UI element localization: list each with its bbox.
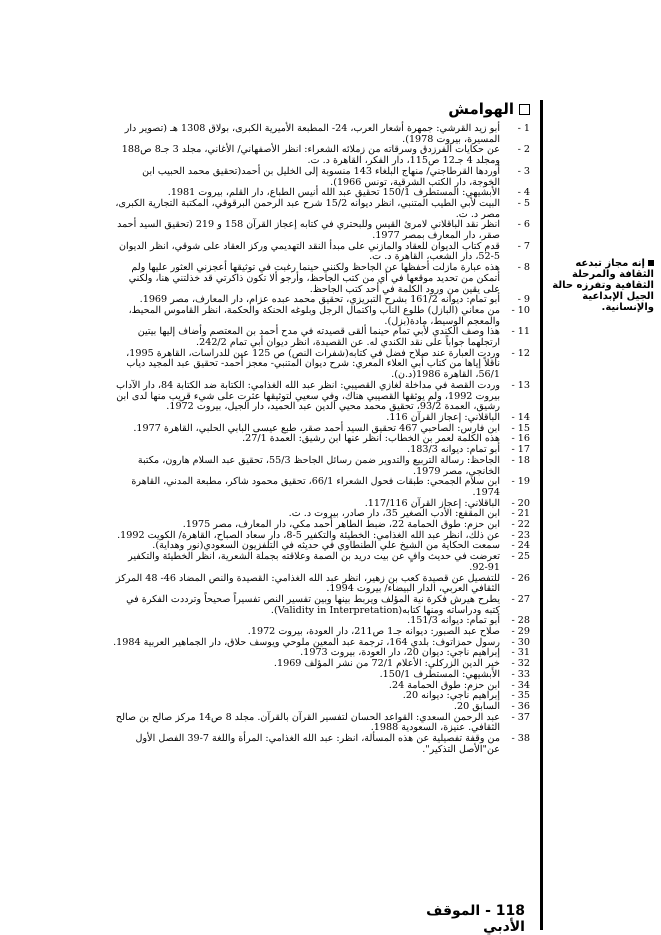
footnote-number: 11 - bbox=[511, 326, 530, 338]
footnote-text: أبو زيد القرشي: جمهرة أشعار العرب، 24- المطبعة الأميرية الكبرى، بولاق 1308 هـ (تصوير دار المسيرة، بيروت 1978). bbox=[124, 123, 500, 145]
footnote-text: رسول حمزاتوف: بلدي 164، ترجمة عبد المعين ملوحي ويوسف حلاق، دار الجماهير العربية 1984. bbox=[113, 636, 500, 648]
footnote-text: ابن حزم: طوق الحمامة 22، ضبط الطاهر أحمد مكي، دار المعارف، مصر 1975. bbox=[182, 519, 500, 531]
footnote-item bbox=[110, 734, 530, 755]
footnote-number: 1 - bbox=[517, 123, 530, 134]
footnote-text: انظر نقد الباقلاني لامرئ القيس وللبحتري في كتابه إعجاز القرآن 158 و 219 (تحقيق السيد أحمد صقر، دار المعارف بمصر 1977. bbox=[117, 219, 500, 242]
footnote-number: 36 - bbox=[511, 700, 530, 712]
footnote-number: 4 - bbox=[517, 187, 530, 199]
footnote-number: 23 - bbox=[511, 529, 530, 541]
footnote-item bbox=[110, 220, 530, 241]
footnote-number: 5 - bbox=[517, 197, 530, 209]
footnote-number: 30 - bbox=[511, 636, 530, 648]
footnote-number: 13 - bbox=[511, 379, 530, 391]
footnote-number: 38 - bbox=[511, 733, 530, 745]
footnote-number: 25 - bbox=[511, 551, 530, 563]
footnote-item bbox=[110, 713, 530, 734]
section-heading bbox=[340, 100, 530, 118]
footnote-number: 33 - bbox=[511, 668, 530, 680]
footnote-text: عن ذلك، انظر عبد الله الغذامي: الخطيئة والتكفير 5-8، دار سعاد الصباح، القاهرة/ الكويت 1992. bbox=[117, 529, 500, 541]
footnote-number: 15 - bbox=[511, 422, 530, 434]
footnote-text: الأبشيهي: المستطرف 150/1 تحقيق عبد الله أنيس الطباع، دار القلم، بيروت 1981. bbox=[167, 187, 500, 199]
side-pull-quote bbox=[544, 258, 654, 313]
footnote-number: 37 - bbox=[511, 711, 530, 723]
footnote-number: 2 - bbox=[517, 144, 530, 156]
footnote-text: وردت القصة في مداخلة لغازي القصيبي: انظر عبد الله الغذامي: الكتابة ضد الكتابة 84، دار الآداب بيروت 1992، ولم يوثقها القصيبي هناك، وفي سعيي لتوثيقها عثرت على شيء قريب منها لدى ابن رشيق، العمدة 93/2، تحقيق محمد محيي الدين عبد الحميد، دار الجيل، بيروت 1972. bbox=[116, 379, 500, 413]
footnote-number: 17 - bbox=[511, 444, 530, 456]
footnote-number: 28 - bbox=[511, 615, 530, 627]
footnote-item bbox=[110, 552, 530, 573]
footnote-text: الجاحظ: رسالة التربيع والتدوير ضمن رسائل الجاحظ 55/3، تحقيق عبد السلام هارون، مكتبة الخانجي، مصر 1979. bbox=[137, 454, 500, 477]
footnote-text: خير الدين الزركلي: الأعلام 72/1 من نشر المؤلف 1969. bbox=[273, 658, 500, 670]
footnote-text: وردت العبارة عند صلاح فضل في كتابه(شفرات النص) ص 125 عين للدراسات، القاهرة 1995، ناقلاً إياها من كتاب أبي العلاء المعري: شرح ديوان المتنبي- معجز أحمد- تحقيق عبد المجيد دياب 56/1، القاهرة 1986(د.ن). bbox=[126, 347, 500, 381]
footnote-number: 21 - bbox=[511, 508, 530, 520]
footnote-number: 3 - bbox=[517, 165, 530, 177]
footnote-item bbox=[110, 456, 530, 477]
footnote-item bbox=[110, 327, 530, 348]
footnote-text: السابق 20. bbox=[453, 700, 500, 712]
page-footer: 118 - الموقف الأدبي bbox=[426, 903, 525, 935]
footnote-item bbox=[110, 670, 530, 681]
footnote-number: 34 - bbox=[511, 679, 530, 691]
footnote-text: البيت لأبي الطيب المتنبي، انظر ديوانه 15/2 شرح عبد الرحمن البرقوقي، المكتبة التجارية الكبرى، مصر د. ت. bbox=[115, 197, 500, 220]
footnote-text: ابن حزم: طوق الحمامة 24. bbox=[388, 679, 500, 691]
footnote-item bbox=[110, 145, 530, 166]
footnote-item bbox=[110, 477, 530, 498]
heading-text: الهوامش bbox=[448, 100, 514, 118]
footnote-item bbox=[110, 199, 530, 220]
footnote-text: إبراهيم ناجي: ديوانه 20. bbox=[402, 690, 500, 702]
footnote-text: من معاني (البازل) طلوع الناب واكتمال الرجل وبلوغه الحنكة والحكمة، انظر القاموس المحيط، والمعجم الوسيط، مادة(بزل). bbox=[128, 304, 500, 327]
footnote-number: 24 - bbox=[511, 540, 530, 552]
footnote-text: للتفصيل عن قصيدة كعب بن زهير، انظر عبد الله الغذامي: القصيدة والنص المضاد 46- 48 المركز الثقافي العربي، الدار البيضاء/ بيروت 1994. bbox=[115, 572, 500, 595]
footnote-number: 26 - bbox=[511, 572, 530, 584]
footnote-number: 14 - bbox=[511, 411, 530, 423]
footnote-text: عن حكايات الفرزدق وسرقاته من زملائه الشعراء: انظر الأصفهاني/ الأغاني، مجلد 3 جـ8 ص188 ومجلد 4 جـ12 ص115، دار الفكر، القاهرة د. ت. bbox=[121, 144, 500, 167]
footnote-item bbox=[110, 167, 530, 188]
footnote-text: هذه عبارة مازلت أحفظها عن الجاحظ ولكنني حينما رغبت في توثيقها أعجزني العثور عليها ولم أتمكن من تحديد موقعها في أي من كتب الجاحظ، وأرجو ألا تكون ذاكرتي قد خذلتني هنا، ولكني على يقين من ورود الكلمة في أحد كتب الجاحظ. bbox=[128, 262, 500, 295]
footnote-text: إبراهيم ناجي: ديوان 20، دار العودة، بيروت 1973. bbox=[300, 647, 500, 659]
footnote-number: 6 - bbox=[517, 219, 530, 231]
footnote-number: 12 - bbox=[511, 347, 530, 359]
footnote-text: صلاح عبد الصبور: ديوانه جـ1 ص211، دار العودة، بيروت 1972. bbox=[247, 626, 500, 638]
footnote-text: أبو تمام: ديوانه 161/2 بشرح التبريزي، تحقيق محمد عبده عزام، دار المعارف، مصر 1969. bbox=[139, 294, 500, 306]
footnote-item bbox=[110, 595, 530, 616]
footnote-text: سمعت الحكاية من الشيخ علي الطنطاوي في حديثه في التلفزيون السعودي(نور وهداية). bbox=[152, 540, 500, 552]
footnote-number: 7 - bbox=[517, 240, 530, 252]
footnote-text: أوردها القرطاجني/ منهاج البلغاء 143 منسوبة إلى الخليل بن أحمد(تحقيق محمد الحبيب ابن الخوجة، دار الكتب الشرقية، تونس 1966). bbox=[142, 165, 500, 188]
footnote-number: 8 - bbox=[517, 262, 530, 274]
footnote-item bbox=[110, 306, 530, 327]
footnote-number: 29 - bbox=[511, 626, 530, 638]
footnote-text: هذا وصف الكندي لأبي تمام حينما ألقى قصيدته في مدح أحمد بن المعتصم وأضاف إليها بيتين ارتجلهما جواباً على نقد الكندي له. عن القصيدة، انظر ديوان أبي تمام 242/2. bbox=[137, 326, 500, 349]
footnote-number: 18 - bbox=[511, 454, 530, 466]
footnote-item bbox=[110, 242, 530, 263]
footnote-item bbox=[110, 574, 530, 595]
footnote-number: 10 - bbox=[511, 304, 530, 316]
footnote-text: الباقلاني: إعجاز القرآن 117/116. bbox=[364, 497, 500, 509]
checkbox-square-icon bbox=[519, 104, 530, 115]
footnote-text: هذه الكلمة لعمر بن الخطاب: انظر عنها ابن رشيق: العمدة 27/1. bbox=[242, 433, 500, 445]
footnote-number: 20 - bbox=[511, 497, 530, 509]
footnote-number: 19 - bbox=[511, 476, 530, 488]
footnote-text: يطرح هيرش فكرة نية المؤلف ويربط بينها وبين تفسير النص تفسيراً صحيحاً وترددت الفكرة في كتبه ودراساته ومنها كتابه(Validity in Interpretation). bbox=[126, 593, 500, 616]
footnote-text: ابن سلام الجمحي: طبقات فحول الشعراء 66/1، تحقيق محمود شاكر، مطبعة المدني، القاهرة 1974. bbox=[131, 476, 500, 498]
footnote-item bbox=[110, 381, 530, 413]
footnotes-list bbox=[110, 124, 530, 755]
footnote-text: أبو تمام: ديوانه 183/3. bbox=[407, 444, 500, 456]
footnote-number: 22 - bbox=[511, 519, 530, 531]
footnote-text: الباقلاني: إعجاز القرآن 116. bbox=[386, 411, 500, 423]
footnote-number: 31 - bbox=[511, 647, 530, 659]
footnote-number: 35 - bbox=[511, 690, 530, 702]
footnote-item bbox=[110, 124, 530, 145]
sidebar-rule bbox=[540, 100, 543, 930]
footnote-number: 27 - bbox=[511, 593, 530, 605]
square-bullet-icon bbox=[648, 260, 654, 266]
footnote-text: ابن فارس: الصاحبي 467 تحقيق السيد أحمد صقر، طبع عيسى البابي الحلبي، القاهرة 1977. bbox=[133, 422, 500, 434]
footnote-item bbox=[110, 263, 530, 295]
footnote-text: الأبشيهي: المستطرف 150/1. bbox=[379, 668, 500, 680]
footnote-text: عبد الرحمن السعدي: القواعد الحسان لتفسير القرآن بالقرآن. مجلد 8 ص14 مركز صالح بن صالح الثقافي. عنيزة، السعودية 1988. bbox=[115, 711, 500, 734]
footnote-number: 16 - bbox=[511, 433, 530, 445]
footnote-text: ابن المقفع: الأدب الصغير 35، دار صادر، بيروت د. ت. bbox=[288, 508, 500, 520]
footnote-text: أبو تمام: ديوانه 151/3. bbox=[407, 615, 500, 627]
footnote-text: من وقفة تفصيلية عن هذه المسألة، انظر: عبد الله الغذامي: المرأة واللغة 7-39 الفصل الأول عن"الأصل التذكير". bbox=[135, 733, 500, 755]
footnote-text: قدم كتاب الديوان للعقاد والمازني على مبدأ النقد التهديمي وركز العقاد على شوقي، انظر الديوان 5-52، دار الشعب، القاهرة د. ت. bbox=[119, 240, 500, 263]
footnote-number: 9 - bbox=[517, 294, 530, 306]
footnote-item bbox=[110, 349, 530, 381]
footnote-text: تعرضت في حديث وافٍ عن بيت دريد بن الصمة وعلاقته بجملة الشعرية، انظر الخطيئة والتكفير 91-92. bbox=[128, 551, 500, 573]
footnote-number: 32 - bbox=[511, 658, 530, 670]
side-note-text: إنه مجاز تبدعه الثقافة والمرحلة الثقافية وتفرزه حالة الجيل الإبداعية والإنسانية. bbox=[552, 258, 654, 313]
